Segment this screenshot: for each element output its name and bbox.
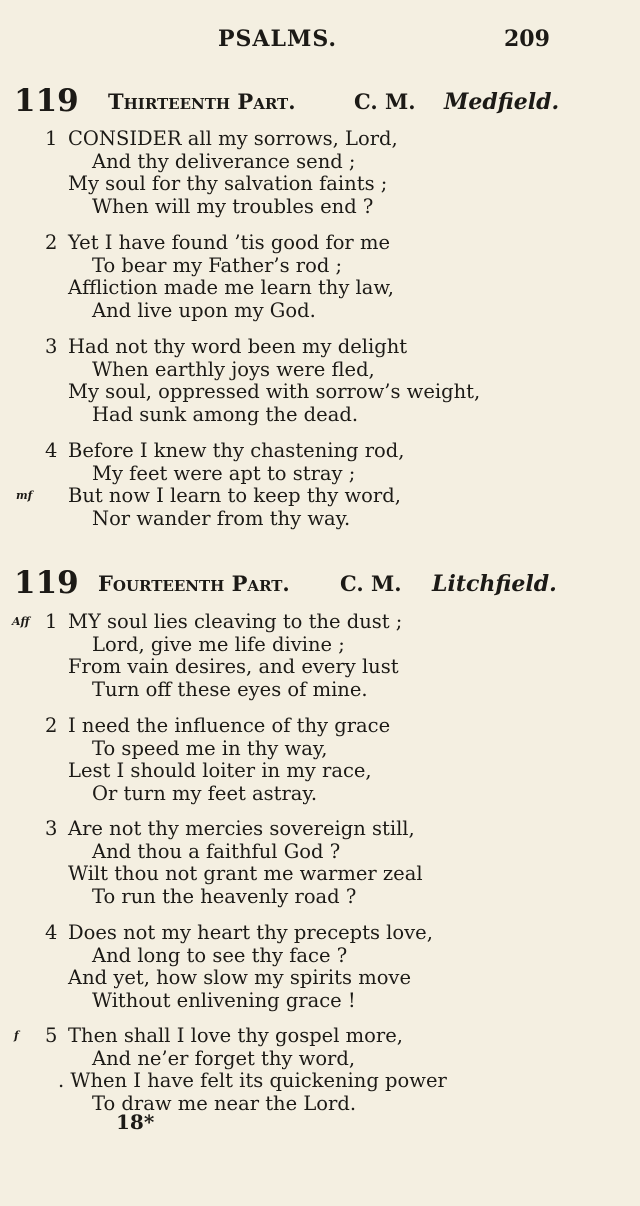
running-head: [0, 26, 640, 56]
stanza-line: Had sunk among the dead.: [92, 402, 359, 426]
stanza-line: And long to see thy face ?: [92, 943, 348, 967]
stanza-line: 3 Had not thy word been my delight: [45, 335, 408, 358]
hymn-tune-name: Litchfield.: [432, 571, 557, 597]
stanza-line: My soul, oppressed with sorrow’s weight,: [68, 380, 481, 403]
stanza: [0, 611, 640, 701]
stanza: [0, 818, 640, 908]
stanza-line: Turn off these eyes of mine.: [92, 677, 368, 701]
hymn-number: 119: [14, 83, 79, 119]
stanza-line: 4 Before I knew thy chastening rod,: [45, 439, 405, 462]
stanza: [0, 1025, 640, 1115]
stanza-line: 4 Does not my heart thy precepts love,: [45, 921, 433, 944]
dynamic-mark: f: [14, 1029, 19, 1042]
verse-number: 2: [45, 714, 58, 737]
verse-number: 1: [45, 610, 58, 633]
stanza-line: Aff 1 MY soul lies cleaving to the dust ;: [12, 610, 403, 633]
stanza-line: Wilt thou not grant me warmer zeal: [68, 862, 423, 885]
stanza: [0, 128, 640, 218]
stanza-line: . When I have felt its quickening power: [58, 1069, 447, 1092]
stanza-line: And live upon my God.: [92, 298, 316, 322]
stanza-line: f 5 Then shall I love thy gospel more,: [14, 1024, 403, 1047]
signature-mark: 18*: [116, 1110, 155, 1134]
verse-number: 4: [45, 921, 58, 944]
verse-number: 3: [45, 335, 58, 358]
stanza-line: And ne’er forget thy word,: [92, 1046, 356, 1070]
stanza-line: 2 I need the influence of thy grace: [45, 714, 391, 737]
hymn-number: 119: [14, 565, 79, 601]
stanza: [0, 922, 640, 1012]
stanza-line: 2 Yet I have found ’tis good for me: [45, 231, 390, 254]
stanza: [0, 232, 640, 322]
stanza-line: Without enlivening grace !: [92, 988, 356, 1012]
stanza-line: From vain desires, and every lust: [68, 655, 399, 678]
stanza-line: 3 Are not thy mercies sovereign still,: [45, 817, 415, 840]
stanza-line: To bear my Father’s rod ;: [92, 253, 343, 277]
hymn-meter: C. M.: [354, 89, 416, 114]
stanza-line: To draw me near the Lord.: [92, 1091, 357, 1115]
verse-number: 4: [45, 439, 58, 462]
stanza-line: When earthly joys were fled,: [92, 357, 375, 381]
hymn-meter: C. M.: [340, 571, 402, 596]
stanza-line: My feet were apt to stray ;: [92, 461, 356, 485]
stanza-line: When will my troubles end ?: [92, 194, 374, 218]
running-title: PSALMS.: [218, 26, 338, 52]
dynamic-mark: mf: [16, 489, 33, 502]
dynamic-mark: Aff: [12, 615, 30, 628]
stanza: [0, 336, 640, 426]
stanza-line: Nor wander from thy way.: [92, 506, 351, 530]
stanza-line: And thou a faithful God ?: [92, 839, 341, 863]
stanza-line: Or turn my feet astray.: [92, 781, 318, 805]
stanza-line: And thy deliverance send ;: [92, 149, 356, 173]
verse-number: 2: [45, 231, 58, 254]
stanza: [0, 715, 640, 805]
stanza-line: 1 CONSIDER all my sorrows, Lord,: [45, 127, 398, 150]
hymn-header: [0, 564, 640, 604]
hymn-part-title: Fourteenth Part.: [98, 571, 290, 596]
page-number: 209: [504, 26, 550, 52]
stanza-line: To speed me in thy way,: [92, 736, 328, 760]
stanza-line: My soul for thy salvation faints ;: [68, 172, 388, 195]
hymn-part-title: Thirteenth Part.: [108, 89, 296, 114]
stanza: [0, 440, 640, 530]
verse-number: 1: [45, 127, 58, 150]
hymn-header: [0, 82, 640, 122]
verse-number: 3: [45, 817, 58, 840]
stanza-line: Affliction made me learn thy law,: [68, 276, 394, 299]
verse-number: 5: [45, 1024, 58, 1047]
hymn-tune-name: Medfield.: [444, 89, 560, 115]
stanza-line: To run the heavenly road ?: [92, 884, 357, 908]
stanza-line: mf But now I learn to keep thy word,: [16, 484, 401, 507]
stanza-line: And yet, how slow my spirits move: [68, 966, 411, 989]
stanza-line: Lord, give me life divine ;: [92, 632, 345, 656]
stanza-line: Lest I should loiter in my race,: [68, 759, 372, 782]
